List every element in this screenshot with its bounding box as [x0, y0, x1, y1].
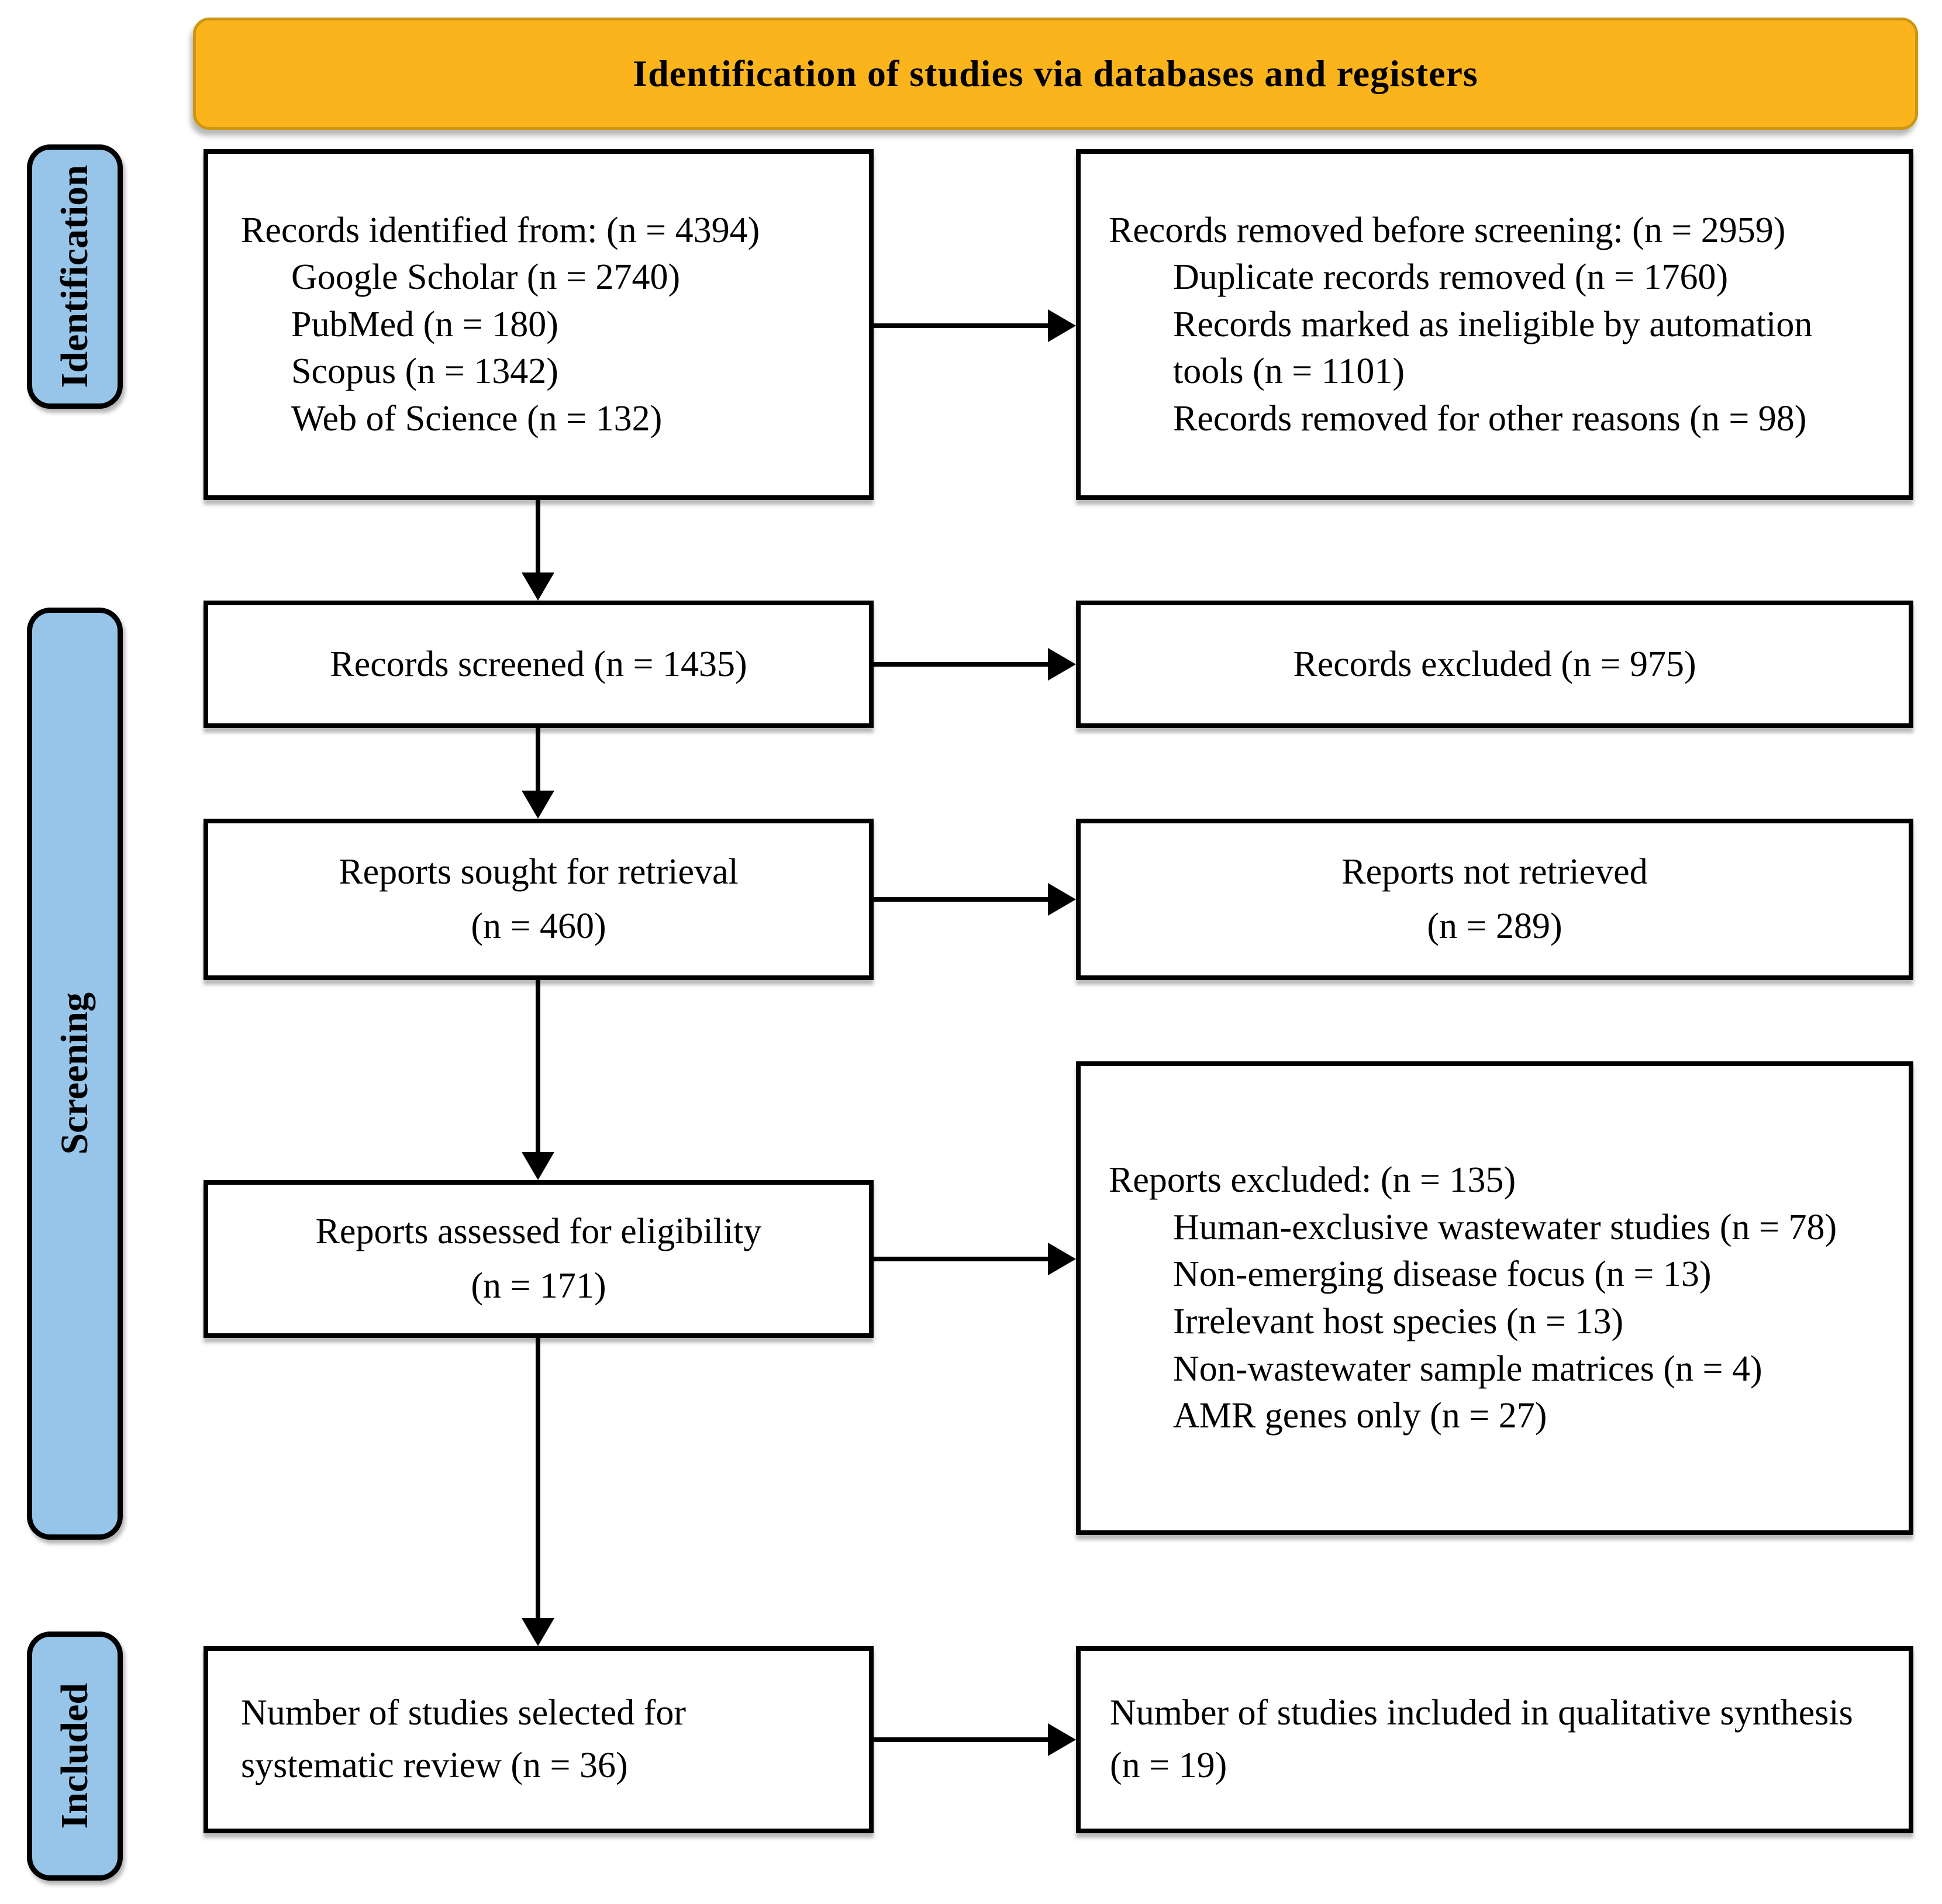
- box-records-identified: [203, 149, 874, 500]
- box-line: (n = 171): [471, 1266, 606, 1306]
- arrow-head-icon: [522, 572, 554, 601]
- box-item: Duplicate records removed (n = 1760): [1173, 257, 1729, 298]
- right-arrow-identified-to-removed: [872, 309, 1076, 342]
- down-arrow-assessed-to-selected: [522, 1337, 554, 1646]
- box-studies-selected: [203, 1646, 874, 1833]
- box-reports-excluded: [1076, 1061, 1913, 1535]
- arrow-head-icon: [522, 791, 554, 819]
- arrow-head-icon: [1048, 883, 1076, 916]
- box-item: Records marked as ineligible by automation tools (n = 1101): [1173, 304, 1813, 392]
- arrow-head-icon: [1048, 648, 1076, 681]
- stage-label-screening: [27, 608, 123, 1540]
- box-line: Number of studies included in qualitative synthesis (n = 19): [1110, 1693, 1853, 1785]
- box-line: Records excluded (n = 975): [1293, 644, 1696, 684]
- box-reports-not-retrieved: [1076, 819, 1913, 980]
- box-item: Scopus (n = 1342): [291, 351, 558, 392]
- stage-label-text: Screening: [53, 992, 96, 1155]
- header-banner: [193, 18, 1918, 130]
- arrow-shaft: [872, 1737, 1049, 1742]
- right-arrow-screened-to-excluded: [872, 648, 1076, 681]
- box-records-screened: [203, 601, 874, 728]
- box-line: (n = 289): [1427, 906, 1562, 946]
- box-item: AMR genes only (n = 27): [1173, 1396, 1547, 1436]
- stage-label-included: [27, 1631, 123, 1881]
- box-line: Reports sought for retrieval: [339, 852, 739, 892]
- box-reports-assessed: [203, 1180, 874, 1338]
- arrow-shaft: [872, 323, 1049, 328]
- box-records-excluded: [1076, 601, 1913, 728]
- box-title: Records identified from: (n = 4394): [241, 210, 760, 250]
- box-reports-sought: [203, 819, 874, 980]
- right-arrow-selected-to-included: [872, 1723, 1076, 1756]
- box-title: Records removed before screening: (n = 2959): [1109, 210, 1786, 250]
- box-item: Irrelevant host species (n = 13): [1173, 1302, 1624, 1341]
- down-arrow-screened-to-sought: [522, 727, 554, 819]
- box-item: Google Scholar (n = 2740): [291, 257, 681, 298]
- down-arrow-sought-to-assessed: [522, 979, 554, 1180]
- box-line: Number of studies selected for systematic review (n = 36): [241, 1693, 686, 1785]
- arrow-head-icon: [1048, 309, 1076, 342]
- arrow-head-icon: [522, 1618, 554, 1646]
- stage-label-identification: [27, 144, 123, 409]
- arrow-head-icon: [522, 1152, 554, 1180]
- right-arrow-assessed-to-reports-excluded: [872, 1243, 1076, 1275]
- arrow-head-icon: [1048, 1723, 1076, 1756]
- arrow-shaft: [872, 1257, 1049, 1261]
- stage-label-text: Identification: [53, 165, 96, 388]
- arrow-shaft: [536, 500, 540, 574]
- box-item: Human-exclusive wastewater studies (n = 78): [1173, 1207, 1837, 1247]
- arrow-shaft: [872, 897, 1049, 902]
- box-line: Reports assessed for eligibility: [315, 1212, 762, 1251]
- box-title: Reports excluded: (n = 135): [1109, 1160, 1516, 1201]
- box-studies-included: [1076, 1646, 1913, 1833]
- arrow-shaft: [872, 662, 1049, 667]
- box-item: PubMed (n = 180): [291, 304, 558, 344]
- box-item: Non-wastewater sample matrices (n = 4): [1173, 1348, 1762, 1389]
- arrow-shaft: [536, 1337, 540, 1619]
- down-arrow-identified-to-screened: [522, 500, 554, 601]
- arrow-shaft: [536, 979, 540, 1153]
- header-title: Identification of studies via databases and registers: [633, 53, 1478, 94]
- box-records-removed: [1076, 149, 1913, 500]
- box-item: Non-emerging disease focus (n = 13): [1173, 1254, 1712, 1295]
- box-line: Reports not retrieved: [1341, 852, 1648, 892]
- arrow-shaft: [536, 727, 540, 792]
- box-item: Web of Science (n = 132): [291, 398, 663, 439]
- stage-label-text: Included: [53, 1683, 96, 1829]
- box-item: Records removed for other reasons (n = 98): [1173, 398, 1807, 439]
- box-line: (n = 460): [471, 906, 606, 946]
- right-arrow-sought-to-not-retrieved: [872, 883, 1076, 916]
- arrow-head-icon: [1048, 1243, 1076, 1275]
- box-line: Records screened (n = 1435): [330, 644, 747, 684]
